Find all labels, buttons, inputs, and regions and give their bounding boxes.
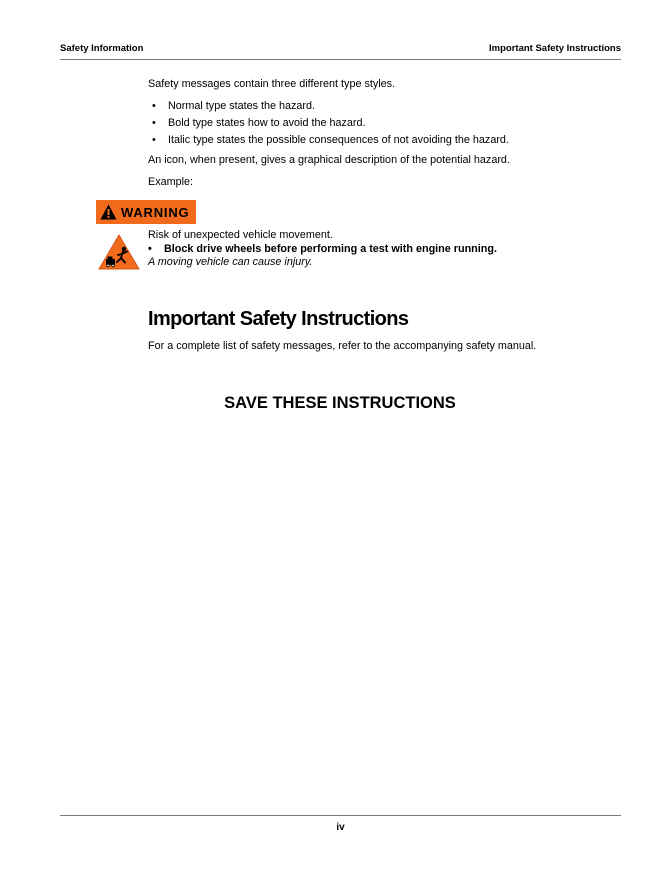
intro-lead: Safety messages contain three different type styles. <box>148 78 396 90</box>
header-section-title: Safety Information <box>60 43 144 54</box>
section-heading: Important Safety Instructions <box>148 308 409 330</box>
section-body: For a complete list of safety messages, refer to the accompanying safety manual. <box>148 340 537 352</box>
page-number: iv <box>336 822 345 833</box>
vehicle-movement-hazard-icon <box>98 234 140 270</box>
icon-note: An icon, when present, gives a graphical description of the potential hazard. <box>148 154 510 167</box>
list-item: • Bold type states how to avoid the hazard. <box>148 116 588 130</box>
warning-message <box>148 229 588 270</box>
list-item: • Normal type states the hazard. <box>148 99 588 113</box>
avoidance-statement: • Block drive wheels before performing a test with engine running. <box>148 243 588 257</box>
warning-label: WARNING <box>121 204 190 220</box>
warning-triangle-icon <box>100 204 117 220</box>
type-style-list <box>148 99 588 147</box>
save-instructions-notice: SAVE THESE INSTRUCTIONS <box>224 394 456 412</box>
intro-block <box>148 77 588 197</box>
consequence-statement: A moving vehicle can cause injury. <box>148 256 313 268</box>
header-chapter-title: Important Safety Instructions <box>489 43 621 54</box>
hazard-statement: Risk of unexpected vehicle movement. <box>148 229 333 241</box>
page-footer <box>60 815 621 833</box>
page-header <box>60 42 621 60</box>
warning-badge <box>96 200 196 224</box>
list-item: • Italic type states the possible consequences of not avoiding the hazard. <box>148 133 588 147</box>
example-label: Example: <box>148 176 194 189</box>
